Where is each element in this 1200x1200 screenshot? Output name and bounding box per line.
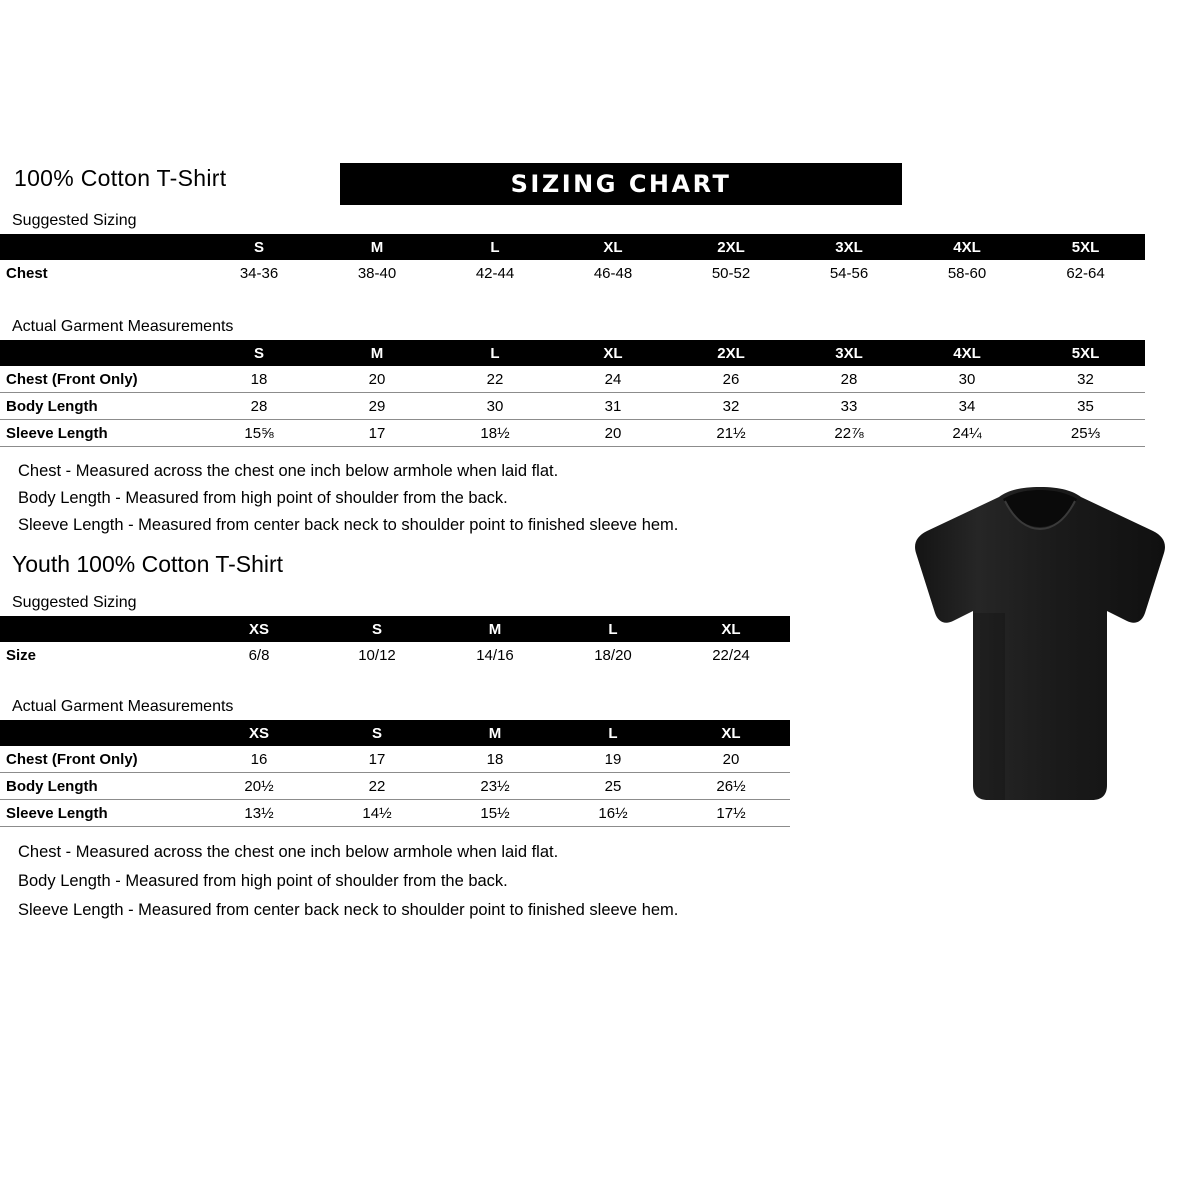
cell: 25: [554, 773, 672, 800]
cell: 25⅓: [1026, 420, 1145, 447]
row-label: Sleeve Length: [0, 420, 200, 447]
table-row: [0, 420, 1145, 447]
col-header: [0, 616, 200, 642]
col-header: L: [608, 620, 618, 638]
cell: 58-60: [947, 264, 987, 282]
row-label: Chest (Front Only): [0, 366, 200, 393]
cell: 18/20: [594, 646, 632, 664]
cell: 23½: [436, 773, 554, 800]
col-header: M: [370, 238, 384, 256]
row-label: Body Length: [0, 393, 200, 420]
row-label: Size: [6, 646, 37, 664]
cell: 15⅝: [200, 420, 318, 447]
cell: 22: [318, 773, 436, 800]
col-header: S: [371, 724, 382, 742]
cell: 22/24: [712, 646, 750, 664]
youth-suggested-caption: Suggested Sizing: [12, 594, 137, 611]
adult-section-title: 100% Cotton T-Shirt: [14, 165, 227, 191]
col-header: L: [490, 344, 500, 362]
cell: 6/8: [248, 646, 270, 664]
cell: 19: [554, 746, 672, 773]
cell: 26: [672, 366, 790, 393]
cell: 10/12: [358, 646, 396, 664]
col-header: [0, 720, 200, 746]
cell: 31: [554, 393, 672, 420]
cell: 13½: [200, 800, 318, 827]
cell: 32: [672, 393, 790, 420]
youth-actual-caption: Actual Garment Measurements: [12, 698, 234, 715]
cell: 28: [790, 366, 908, 393]
cell: 50-52: [711, 264, 751, 282]
tshirt-illustration: [895, 485, 1185, 815]
cell: 22: [436, 366, 554, 393]
col-header: [0, 234, 200, 260]
adult-suggested-table: [0, 234, 1145, 286]
table-header-row: [0, 234, 1145, 260]
table-header-row: [0, 340, 1145, 366]
table-row: [0, 773, 790, 800]
youth-section-title: Youth 100% Cotton T-Shirt: [12, 551, 284, 577]
table-row: [0, 800, 790, 827]
table-header-row: [0, 616, 790, 642]
adult-actual-table: [0, 340, 1145, 447]
youth-note-sleeve-length: Sleeve Length - Measured from center back neck to shoulder point to finished sleeve hem.: [18, 901, 679, 919]
cell: 24¼: [908, 420, 1026, 447]
cell: 54-56: [829, 264, 869, 282]
col-header: M: [370, 344, 384, 362]
youth-suggested-table: [0, 616, 790, 668]
col-header: XL: [603, 238, 623, 256]
col-header: 4XL: [953, 344, 981, 362]
table-header-row: [0, 720, 790, 746]
cell: 35: [1026, 393, 1145, 420]
tshirt-icon: [895, 485, 1185, 815]
row-label: Chest (Front Only): [0, 746, 200, 773]
cell: 33: [790, 393, 908, 420]
col-header: S: [253, 344, 264, 362]
col-header: S: [253, 238, 264, 256]
cell: 16½: [554, 800, 672, 827]
col-header: 2XL: [717, 344, 745, 362]
cell: 18½: [436, 420, 554, 447]
cell: 20: [554, 420, 672, 447]
col-header: 5XL: [1071, 344, 1100, 362]
sizing-chart-banner-label: SIZING CHART: [510, 170, 732, 198]
cell: 38-40: [357, 264, 397, 282]
cell: 20½: [200, 773, 318, 800]
row-label: Body Length: [0, 773, 200, 800]
cell: 34: [908, 393, 1026, 420]
row-label: Chest: [6, 264, 48, 282]
cell: 32: [1026, 366, 1145, 393]
cell: 18: [200, 366, 318, 393]
cell: 22⅞: [790, 420, 908, 447]
adult-note-sleeve-length: Sleeve Length - Measured from center back neck to shoulder point to finished sleeve hem.: [18, 516, 679, 534]
cell: 14½: [318, 800, 436, 827]
col-header: M: [488, 724, 502, 742]
youth-note-body-length: Body Length - Measured from high point of shoulder from the back.: [18, 872, 508, 890]
adult-actual-caption: Actual Garment Measurements: [12, 318, 234, 335]
cell: 18: [436, 746, 554, 773]
table-row: [0, 366, 1145, 393]
cell: 15½: [436, 800, 554, 827]
col-header: XL: [721, 620, 741, 638]
cell: 34-36: [239, 264, 279, 282]
cell: 20: [672, 746, 790, 773]
cell: 17½: [672, 800, 790, 827]
cell: 46-48: [593, 264, 633, 282]
cell: 62-64: [1066, 264, 1105, 282]
col-header: 5XL: [1071, 238, 1100, 256]
adult-note-chest: Chest - Measured across the chest one inch below armhole when laid flat.: [18, 462, 559, 480]
col-header: 4XL: [953, 238, 981, 256]
cell: 20: [318, 366, 436, 393]
col-header: L: [490, 238, 500, 256]
cell: 28: [200, 393, 318, 420]
col-header: L: [608, 724, 618, 742]
col-header: XS: [248, 620, 269, 638]
youth-note-chest: Chest - Measured across the chest one inch below armhole when laid flat.: [18, 843, 559, 861]
cell: 17: [318, 746, 436, 773]
cell: 30: [436, 393, 554, 420]
col-header: 3XL: [835, 344, 863, 362]
adult-note-body-length: Body Length - Measured from high point of shoulder from the back.: [18, 489, 508, 507]
table-row: [0, 746, 790, 773]
adult-suggested-caption: Suggested Sizing: [12, 212, 137, 229]
table-row: [0, 260, 1145, 286]
col-header: XS: [248, 724, 269, 742]
sizing-chart-banner: [340, 163, 902, 205]
row-label: Sleeve Length: [0, 800, 200, 827]
cell: 30: [908, 366, 1026, 393]
col-header: XL: [603, 344, 623, 362]
cell: 16: [200, 746, 318, 773]
cell: 21½: [672, 420, 790, 447]
col-header: XL: [721, 724, 741, 742]
cell: 14/16: [476, 646, 514, 664]
col-header: 3XL: [835, 238, 863, 256]
col-header: [0, 340, 200, 366]
table-row: [0, 642, 790, 668]
col-header: S: [371, 620, 382, 638]
cell: 26½: [672, 773, 790, 800]
cell: 24: [554, 366, 672, 393]
col-header: M: [488, 620, 502, 638]
cell: 42-44: [475, 264, 515, 282]
youth-actual-table: [0, 720, 790, 827]
cell: 29: [318, 393, 436, 420]
cell: 17: [318, 420, 436, 447]
col-header: 2XL: [717, 238, 745, 256]
table-row: [0, 393, 1145, 420]
